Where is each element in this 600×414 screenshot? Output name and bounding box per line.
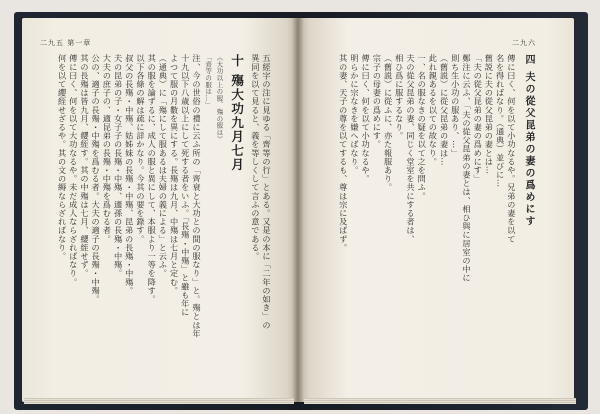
text-column: 則ち生小功の服あり、…」 — [450, 54, 461, 158]
text-column: 夫の從父昆弟の妻、同じく堂室を共にする者は、 — [405, 54, 416, 244]
text-column: 一、名の服なきの疑を以て之を問ふ。 — [417, 54, 428, 201]
heading-note: 《大功以上の服、殤の服は》 — [215, 54, 224, 143]
text-column: 大夫の庶子の、適昆弟の長殤・中殤を爲むる者。 — [102, 54, 113, 244]
text-column: （舊説）に從父昆弟の妻は… — [439, 54, 450, 166]
text-column: 「夫の從父昆弟の妻の爲めにす」 — [473, 54, 484, 183]
left-page-edges — [24, 398, 294, 404]
book-gutter — [292, 18, 304, 402]
heading-note: 「齊等の服は…」 — [204, 54, 213, 109]
text-column: 此れ親あるを以ての故なり。 — [428, 54, 439, 166]
text-column: 傳に曰く、何を以て大功なるや。未だ成人ならざればなり。 — [68, 54, 79, 287]
text-column: 名を得ればなり。（通典）並びに… — [495, 54, 506, 188]
text-column: 相ひ爲に服するなり。 — [394, 54, 405, 140]
text-column: 其の長殤は皆九月、纓絰す。其の中殤は七月、纓絰せず。 — [79, 54, 90, 278]
left-page-text — [40, 54, 272, 374]
text-column: 以下各條の解は疏に詳かなり。今其の要を錄す。 — [135, 54, 146, 244]
text-column: 宗子の母妻の爲めにす。 — [372, 54, 383, 149]
text-column: 異同を以て見ると、義を等しくして言ふの意である。 — [250, 54, 261, 261]
text-column: 注、今の世俗の禮に云ふ所の「齊衰と大功との間の服なり」と。殤とは年 — [191, 54, 202, 338]
text-column: 公の、適子の長殤・中殤を爲むる者。大夫の適子の長殤・中殤。 — [91, 54, 102, 304]
text-column: 鄭注に云ふ、「夫の從父昆弟の妻とは、相ひ與に居室の中に — [461, 54, 472, 283]
text-column: （舊説）に從ふに、亦た報服あり。 — [383, 54, 394, 192]
text-column: 其の服を論ずるに、成人の服と異にして、本服より一等を降す。 — [147, 54, 158, 304]
right-page-header: 二九六 — [512, 39, 536, 47]
right-page-edges — [304, 398, 576, 404]
text-column: 明らかに宗なきを嫌へばなり。 — [349, 54, 360, 175]
text-column: 舊説に夫の從父昆弟の妻とは… — [484, 54, 495, 175]
text-column: 夫の昆弟の子・女子子の長殤・中殤、適孫の長殤・中殤。 — [113, 54, 124, 278]
text-column: 其の妻、天子の尊を以てするも、尊は宗に及ばず。 — [338, 54, 349, 252]
text-column: 傳に曰く、何を以て小功なるや。 — [361, 54, 372, 183]
text-column: よつて服の月數を異にする。長殤は九月、中殤は七月と定む。 — [169, 54, 180, 295]
text-column: 叔父の長殤・中殤、姑姊妹の長殤・中殤、昆弟の長殤・中殤。 — [124, 54, 135, 295]
section-heading: 四 夫の從父昆弟の妻の爲めにす — [523, 54, 534, 228]
text-column: 五經字の注に見ゆる「齊等の行」とある。又是の本に「二年の如き」の — [262, 54, 272, 330]
text-column: 十九以下八歳以上にして死する者をいふ。「長殤・中殤」と雖も年に — [180, 54, 191, 317]
text-column: 傳に曰く、何を以て小功なるや。兄弟の妻を以て — [506, 54, 517, 244]
right-page-text — [316, 54, 540, 374]
text-column: 何を以て纓絰せざるや。其の文の縟ならざればなり。 — [57, 54, 68, 261]
left-page-header: 二九五 第一章 — [40, 39, 92, 47]
section-heading: 十 殤大功九月七月 — [229, 54, 245, 172]
text-column: （通典）に「殤にして服あるは夫婦の義による」と云ふ。 — [158, 54, 169, 278]
